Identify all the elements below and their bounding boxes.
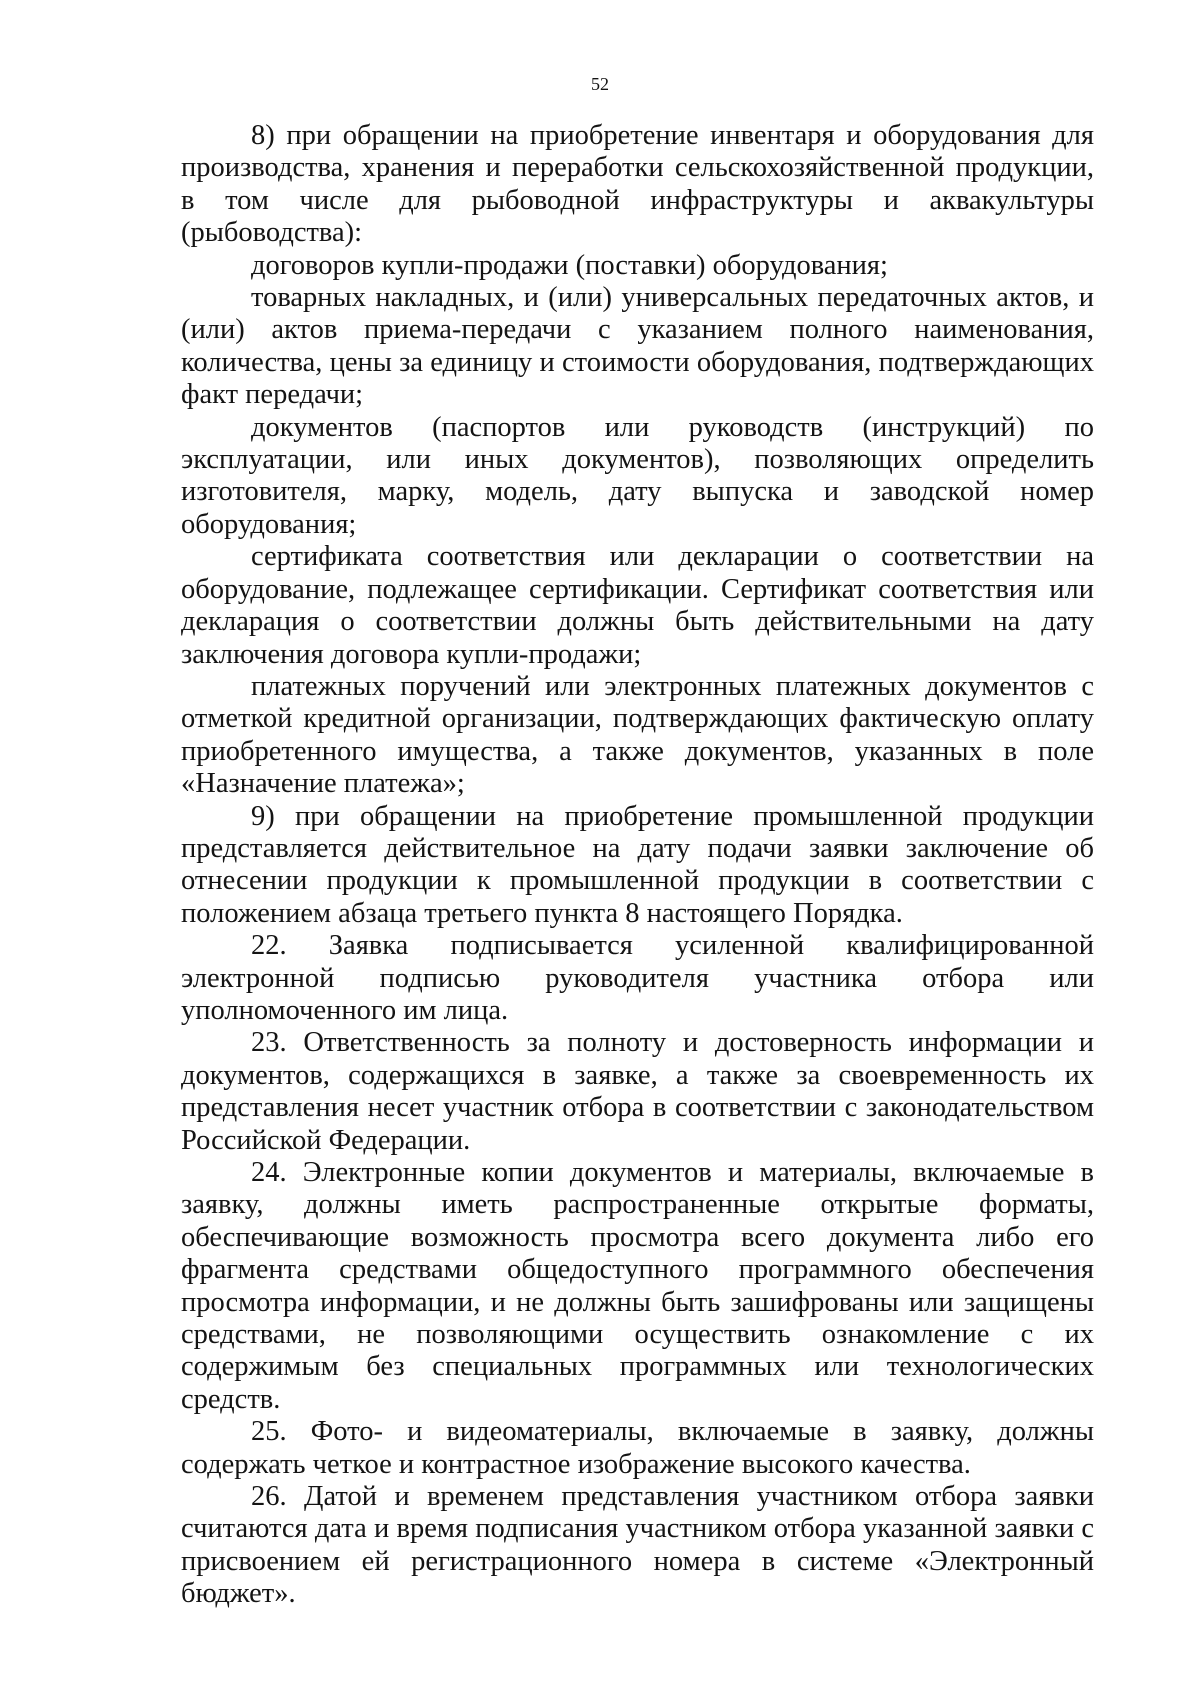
paragraph-23: 23. Ответственность за полноту и достоверность информации и документов, содержащихся в заявке, а также за своевременность их представления несет участник отбора в соответствии с законодательством Российской Федерации. xyxy=(181,1027,1094,1156)
paragraph-item-9: 9) при обращении на приобретение промышленной продукции представляется действительное на дату подачи заявки заключение об отнесении продукции к промышленной продукции в соответствии с положением абзаца третьего пункта 8 настоящего Порядка. xyxy=(181,800,1094,929)
paragraph-payment-orders: платежных поручений или электронных платежных документов с отметкой кредитной организации, подтверждающих фактическую оплату приобретенного имущества, а также документов, указанных в поле «Назначение платежа»; xyxy=(181,670,1094,800)
paragraph-24: 24. Электронные копии документов и материалы, включаемые в заявку, должны иметь распространенные открытые форматы, обеспечивающие возможность просмотра всего документа либо его фрагмента средствами общедоступного программного обеспечения просмотра информации, и не должны быть зашифрованы или защищены средствами, не позволяющими осуществить ознакомление с их содержимым без специальных программных или технологических средств. xyxy=(181,1157,1094,1415)
paragraph-certificates: сертификата соответствия или декларации о соответствии на оборудование, подлежащее сертификации. Сертификат соответствия или декларация о соответствии должны быть действительными на дату заключения договора купли-продажи; xyxy=(181,541,1094,670)
paragraph-item-8: 8) при обращении на приобретение инвентаря и оборудования для производства, хранения и переработки сельскохозяйственной продукции, в том числе для рыбоводной инфраструктуры и аквакультуры (рыбоводства): xyxy=(181,120,1094,249)
paragraph-equipment-documents: документов (паспортов или руководств (инструкций) по эксплуатации, или иных документов), позволяющих определить изготовителя, марку, модель, дату выпуска и заводской номер оборудования; xyxy=(181,411,1094,540)
paragraph-waybills: товарных накладных, и (или) универсальных передаточных актов, и (или) актов приема-передачи с указанием полного наименования, количества, цены за единицу и стоимости оборудования, подтверждающих факт передачи; xyxy=(181,282,1094,411)
paragraph-22: 22. Заявка подписывается усиленной квалифицированной электронной подписью руководителя участника отбора или уполномоченного им лица. xyxy=(181,930,1094,1026)
page-number: 52 xyxy=(591,74,609,94)
document-body xyxy=(181,120,1094,1611)
paragraph-25: 25. Фото- и видеоматериалы, включаемые в заявку, должны содержать четкое и контрастное изображение высокого качества. xyxy=(181,1416,1094,1480)
paragraph-sales-contracts: договоров купли-продажи (поставки) оборудования; xyxy=(251,249,888,281)
paragraph-26: 26. Датой и временем представления участником отбора заявки считаются дата и время подписания участником отбора указанной заявки с присвоением ей регистрационного номера в системе «Электронный бюджет». xyxy=(181,1481,1094,1610)
